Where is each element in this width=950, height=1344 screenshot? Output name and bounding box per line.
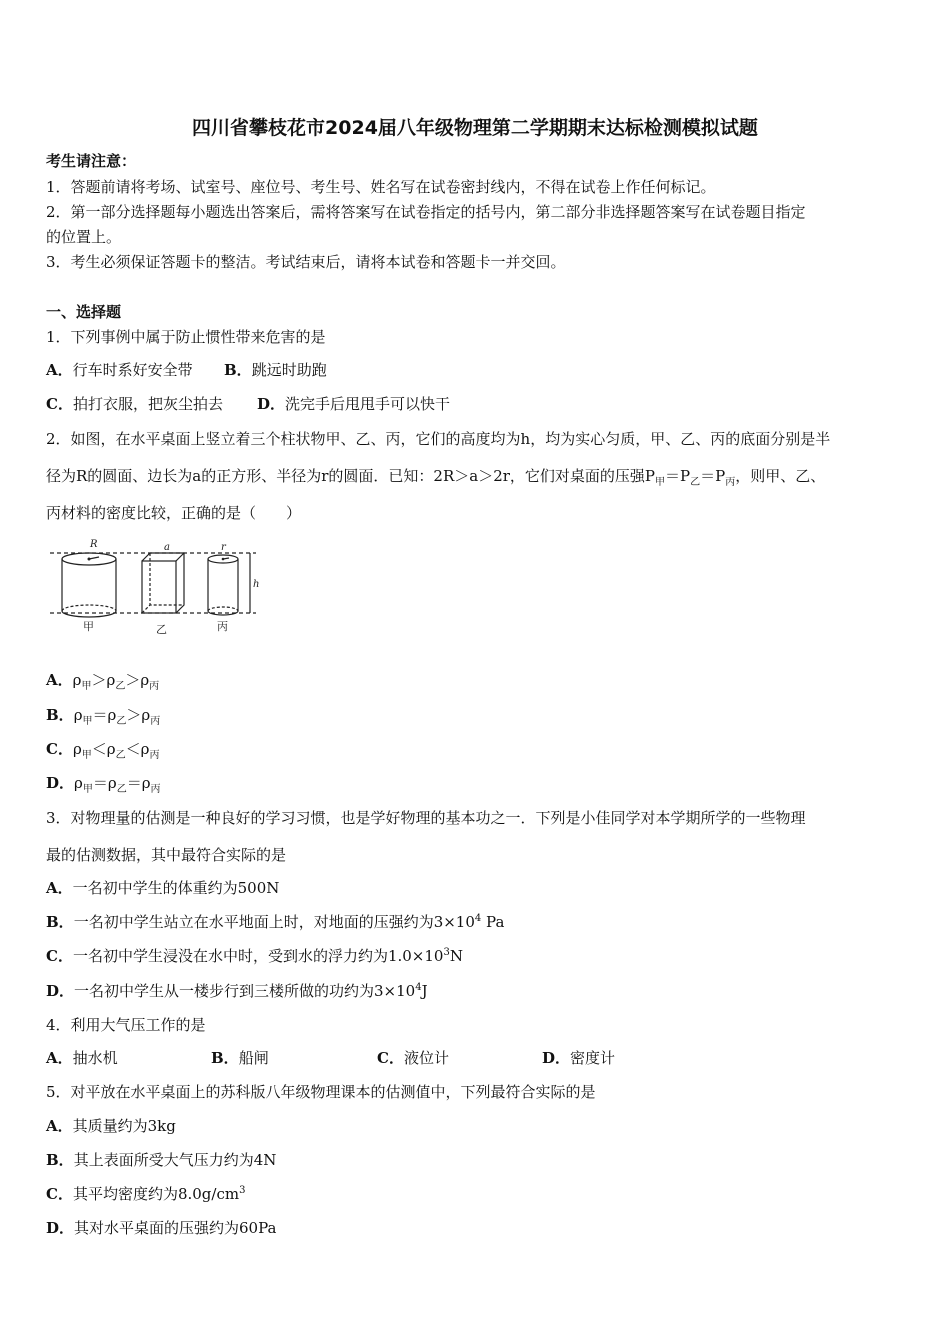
notice-item: 3．考生必须保证答题卡的整洁。考试结束后，请将本试卷和答题卡一并交回。	[46, 253, 566, 271]
option-text: 洗完手后甩甩手可以快干	[285, 395, 451, 413]
q1-option-b	[224, 360, 327, 380]
q3-option-d: D．一名初中学生从一楼步行到三楼所做的功约为$3\times 10^4J$	[46, 982, 428, 1000]
q4-option-c: C．液位计	[377, 1049, 449, 1067]
q5-option-d: D．其对水平桌面的压强约为60Pa	[46, 1219, 277, 1237]
q1-option-c	[46, 394, 223, 414]
label-a: a	[164, 542, 170, 553]
page-title: 四川省攀枝花市2024届八年级物理第二学期期末达标检测模拟试题	[192, 117, 758, 139]
notice-item: 2．第一部分选择题每小题选出答案后，需将答案写在试卷指定的括号内，第二部分非选择题答案写在试卷题目指定	[46, 203, 806, 221]
q4-option-b: B．船闸	[211, 1049, 269, 1067]
question-5-stem: 5．对平放在水平桌面上的苏科版八年级物理课本的估测值中，下列最符合实际的是	[46, 1083, 596, 1101]
question-2-stem: 2．如图，在水平桌面上竖立着三个柱状物甲、乙、丙，它们的高度均为h，均为实心匀质，甲、乙、丙的底面分别是半	[46, 430, 831, 448]
q3-option-c: C．一名初中学生浸没在水中时，受到水的浮力约为$1.0\times 10^3N$	[46, 947, 463, 965]
question-4-stem: 4．利用大气压工作的是	[46, 1016, 206, 1034]
q5-option-a: A．其质量约为3kg	[46, 1117, 176, 1135]
q3-option-b: B．一名初中学生站立在水平地面上时，对地面的压强约为$3\times 10^4$ Pa	[46, 913, 505, 931]
q1-option-d	[257, 394, 450, 414]
question-3-stem: 3．对物理量的估测是一种良好的学习习惯，也是学好物理的基本功之一．下列是小佳同学对本学期所学的一些物理	[46, 809, 806, 827]
option-label: A．	[46, 361, 73, 379]
option-text: 跳远时助跑	[251, 361, 327, 379]
name-yi: 乙	[156, 623, 167, 636]
q2-option-c: C．$\rho_甲<\rho_乙<\rho_丙$	[46, 740, 160, 761]
option-text: 拍打衣服，把灰尘拍去	[72, 395, 223, 413]
question-3-stem: 最的估测数据，其中最符合实际的是	[46, 846, 287, 864]
q1-option-a	[46, 360, 193, 380]
name-jia: 甲	[83, 620, 94, 633]
q4-option-a: A．抽水机	[46, 1049, 118, 1067]
option-label: D．	[257, 395, 286, 413]
notice-heading: 考生请注意：	[46, 152, 137, 170]
q2-option-d: D．$\rho_甲=\rho_乙=\rho_丙$	[46, 774, 161, 795]
q5-option-c: C．其平均密度约为$8.0g/cm^3$	[46, 1185, 246, 1203]
question-2-stem: 径为R的圆面、边长为a的正方形、半径为r的圆面．已知：2R＞a＞2r，它们对桌面的压强$P_甲=P_乙=P_丙$，则甲、乙、	[46, 467, 826, 488]
cylinders-figure	[44, 537, 264, 637]
q2-option-a: A．$\rho_甲>\rho_乙>\rho_丙$	[46, 671, 160, 692]
notice-item: 1．答题前请将考场、试室号、座位号、考生号、姓名写在试卷密封线内，不得在试卷上作任何标记。	[46, 178, 716, 196]
question-2-stem: 丙材料的密度比较，正确的是（ ）	[46, 504, 302, 522]
notice-item: 的位置上。	[46, 228, 122, 246]
option-label: C．	[46, 395, 73, 413]
q3-option-a: A．一名初中学生的体重约为500N	[46, 879, 280, 897]
option-text: 行车时系好安全带	[72, 361, 193, 379]
q2-option-b: B．$\rho_甲=\rho_乙>\rho_丙$	[46, 706, 161, 727]
label-R: R	[90, 539, 98, 550]
option-label: B．	[224, 361, 252, 379]
name-bing: 丙	[217, 620, 228, 633]
q4-option-d: D．密度计	[542, 1049, 616, 1067]
q5-option-b: B．其上表面所受大气压力约为4N	[46, 1151, 277, 1169]
label-r: r	[221, 542, 226, 553]
question-1-stem: 1．下列事例中属于防止惯性带来危害的是	[46, 328, 326, 346]
label-h: h	[253, 579, 260, 590]
section-heading: 一、选择题	[46, 303, 122, 321]
